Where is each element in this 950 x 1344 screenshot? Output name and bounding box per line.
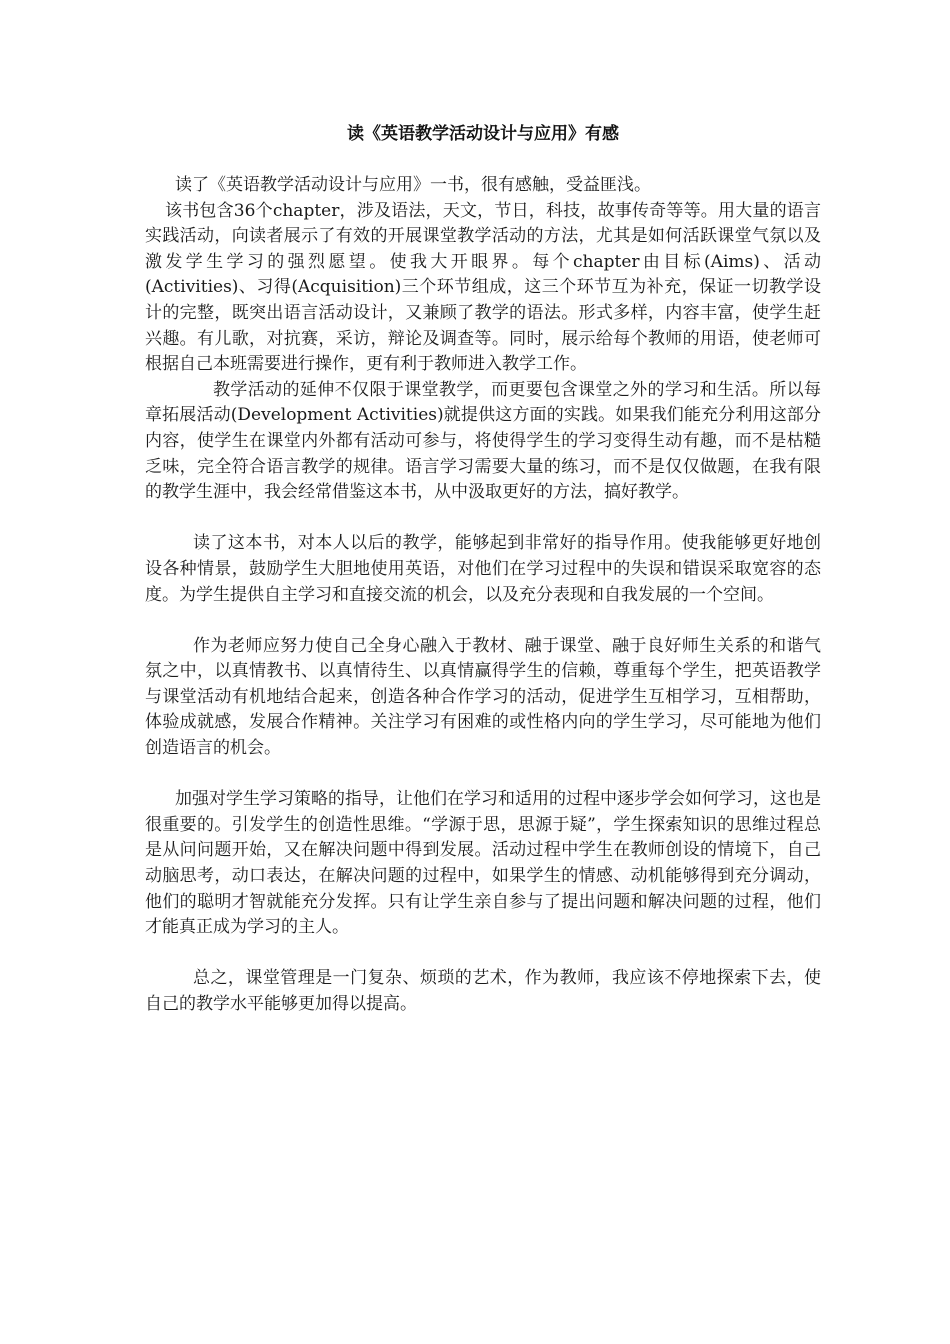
paragraph-teacher-role: 作为老师应努力使自己全身心融入于教材、融于课堂、融于良好师生关系的和谐气氛之中，以真情教书、以真情待生、以真情赢得学生的信赖，尊重每个学生，把英语教学与课堂活动有机地结合起来，创造各种合作学习的活动，促进学生互相学习，互相帮助，体验成就感，发展合作精神。关注学习有困难的或性格内向的学生学习，尽可能地为他们创造语言的机会。 (145, 635, 821, 759)
document-body (145, 122, 821, 1018)
paragraph-intro: 读了《英语教学活动设计与应用》一书，很有感触，受益匪浅。 (175, 175, 651, 195)
paragraph-learning-strategy: 加强对学生学习策略的指导，让他们在学习和适用的过程中逐步学会如何学习，这也是很重要的。引发学生的创造性思维。“学源于思，思源于疑”，学生探索知识的思维过程总是从问问题开始，又在解决问题中得到发展。活动过程中学生在教师创设的情境下，自己动脑思考，动口表达，在解决问题的过程中，如果学生的情感、动机能够得到充分调动，他们的聪明才智就能充分发挥。只有让学生亲自参与了提出问题和解决问题的过程，他们才能真正成为学习的主人。 (145, 789, 821, 938)
paragraph-spacer (145, 762, 821, 788)
paragraph-spacer (145, 506, 821, 532)
paragraph-conclusion: 总之，课堂管理是一门复杂、烦琐的艺术，作为教师，我应该不停地探索下去，使自己的教学水平能够更加得以提高。 (145, 968, 821, 1014)
paragraph-guidance: 读了这本书，对本人以后的教学，能够起到非常好的指导作用。使我能够更好地创设各种情景，鼓励学生大胆地使用英语，对他们在学习过程中的失误和错误采取宽容的态度。为学生提供自主学习和直接交流的机会，以及充分表现和自我发展的一个空间。 (145, 533, 821, 605)
paragraph-book-overview: 该书包含36个chapter，涉及语法，天文，节日，科技，故事传奇等等。用大量的语言实践活动，向读者展示了有效的开展课堂教学活动的方法，尤其是如何活跃课堂气氛以及激发学生学习的强烈愿望。使我大开眼界。每个chapter由目标(Aims)、活动(Activities)、习得(Acquisition)三个环节组成，这三个环节互为补充，保证一切教学设计的完整，既突出语言活动设计，又兼顾了教学的语法。形式多样，内容丰富，使学生赶兴趣。有儿歌，对抗赛，采访，辩论及调查等。同时，展示给每个教师的用语，使老师可根据自己本班需要进行操作，更有利于教师进入教学工作。 (145, 200, 821, 375)
paragraph-spacer (145, 608, 821, 634)
paragraph-activity-extension: 教学活动的延伸不仅限于课堂教学，而更要包含课堂之外的学习和生活。所以每章拓展活动(Development Activities)就提供这方面的实践。如果我们能充分利用这部分内容，使学生在课堂内外都有活动可参与，将使得学生的学习变得生动有趣，而不是枯糙乏味，完全符合语言教学的规律。语言学习需要大量的练习，而不是仅仅做题，在我有限的教学生涯中，我会经常借鉴这本书，从中汲取更好的方法，搞好教学。 (145, 379, 821, 503)
paragraph-spacer (145, 941, 821, 967)
document-title: 读《英语教学活动设计与应用》有感 (347, 124, 619, 144)
